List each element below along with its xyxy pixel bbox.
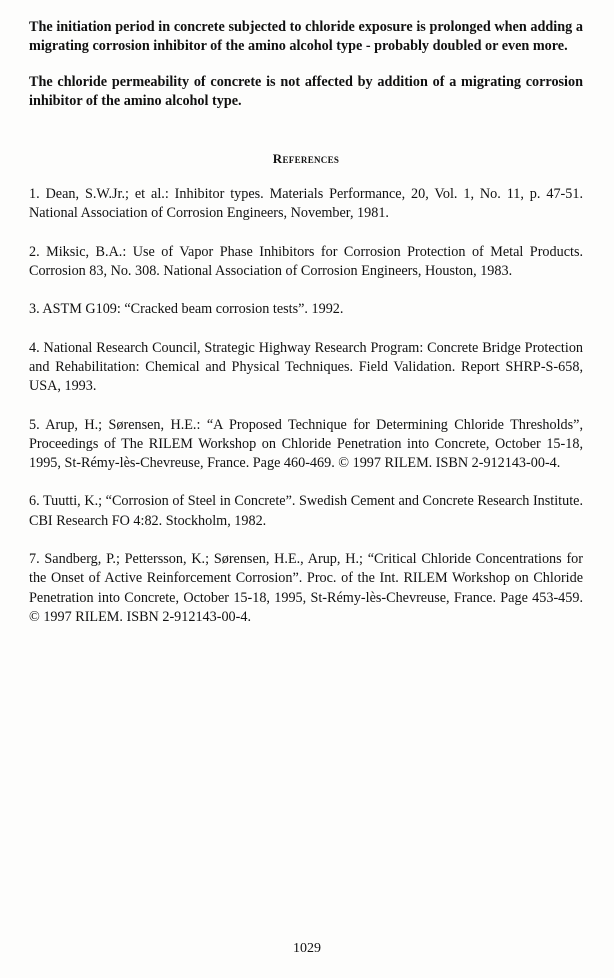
reference-number: 7. [29,551,40,568]
references-heading: References [272,151,340,167]
reference-item-7 [29,550,583,627]
reference-text: Tuutti, K.; “Corrosion of Steel in Concrete”. Swedish Cement and Concrete Research Institute. CBI Research FO 4:82. Stockholm, 1982. [29,493,583,529]
reference-number: 3. [29,301,40,318]
reference-text: Miksic, B.A.: Use of Vapor Phase Inhibitors for Corrosion Protection of Metal Products. Corrosion 83, No. 308. National Association of Corrosion Engineers, Houston, 1983. [29,243,584,280]
reference-text: Arup, H.; Sørensen, H.E.: “A Proposed Technique for Determining Chloride Thresholds”, Proceedings of The RILEM Workshop on Chloride Penetration into Concrete, October 15-18, 1995, St-Rémy-lès-Chevreuse, France. Page 460-469. © 1997 RILEM. ISBN 2-912143-00-4. [29,416,583,472]
reference-number: 4. [29,339,40,356]
conclusion-paragraph-2: The chloride permeability of concrete is not affected by addition of a migrating corrosion inhibitor of the amino alcohol type. [29,73,583,109]
reference-number: 2. [29,243,40,260]
reference-item-3 [29,300,583,319]
reference-number: 6. [29,493,40,510]
references-list [29,185,583,627]
reference-text: ASTM G109: “Cracked beam corrosion tests”. 1992. [42,301,344,318]
reference-number: 5. [29,416,40,433]
page-number: 1029 [293,941,321,956]
reference-text: Sandberg, P.; Pettersson, K.; Sørensen, H.E., Arup, H.; “Critical Chloride Concentrations for the Onset of Active Reinforcement Corrosion”. Proc. of the Int. RILEM Workshop on Chloride Penetration into Concrete, October 15-18, 1995, St-Rémy-lès-Chevreuse, France. Page 453-459. © 1997 RILEM. ISBN 2-912143-00-4. [29,551,583,625]
reference-text: National Research Council, Strategic Highway Research Program: Concrete Bridge Protection and Rehabilitation: Chemical and Physical Techniques. Field Validation. Report SHRP-S-658, USA, 1993. [29,339,584,395]
reference-item-1 [29,185,583,224]
conclusion-paragraph-1: The initiation period in concrete subjected to chloride exposure is prolonged when adding a migrating corrosion inhibitor of the amino alcohol type - probably doubled or even more. [29,19,583,55]
page-content [29,14,583,646]
reference-item-6 [29,492,583,531]
reference-text: Dean, S.W.Jr.; et al.: Inhibitor types. Materials Performance, 20, Vol. 1, No. 11, p. 47-51. National Association of Corrosion Engineers, November, 1981. [29,186,584,222]
reference-item-4 [29,339,583,397]
reference-number: 1. [29,186,40,203]
reference-item-5 [29,416,583,474]
reference-item-2 [29,243,583,282]
